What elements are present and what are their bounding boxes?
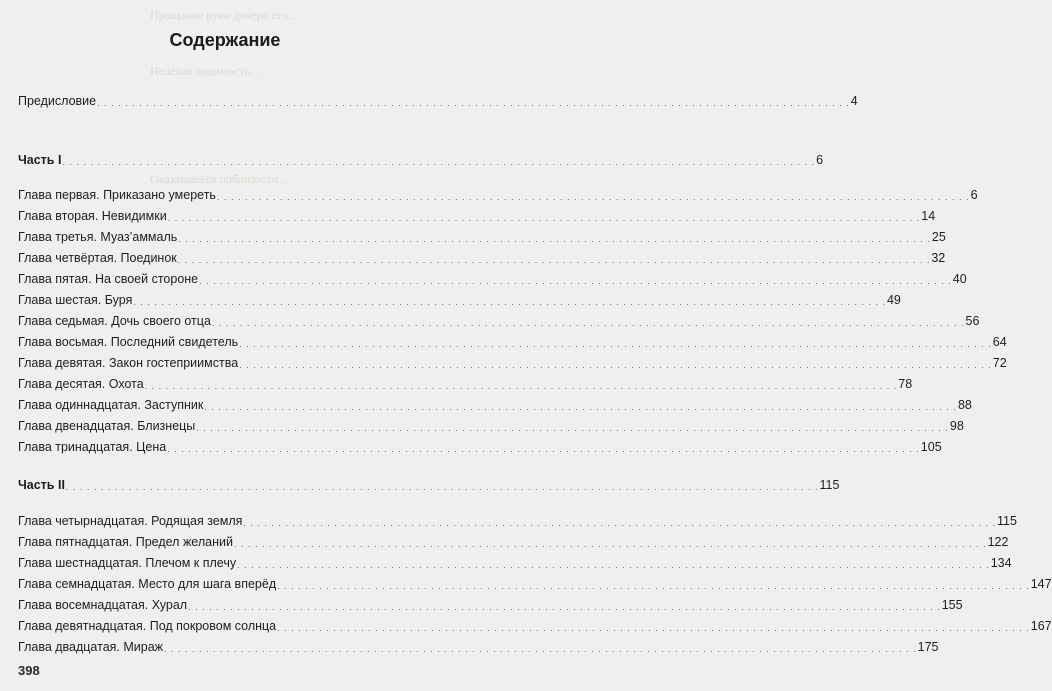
toc-entry-chapter (18, 332, 1007, 350)
toc-entry-label: Глава четвёртая. Поединок (18, 251, 177, 265)
toc-entry-page: 32 (931, 251, 946, 265)
toc-entry-page: 56 (965, 314, 980, 328)
toc-entry-chapter (18, 437, 942, 455)
toc-entry-page: 155 (941, 598, 963, 612)
dot-leader: . . . . . . . . . . . . . . . . . . . . . . . . . . . . . . . . . . . . . . . . . . . . . . . . . . . . . . . . . . . . . . . . . . . . . . . . . . . . . . . . . . . . . . . . . . . . . . . . . . . . . . . . . . . . (216, 192, 970, 202)
toc-entry-label: Глава шестнадцатая. Плечом к плечу (18, 556, 237, 570)
toc-entry-chapter (18, 353, 1007, 371)
toc-entry-label: Глава семнадцатая. Место для шага вперёд (18, 577, 277, 591)
toc-entry-label: Глава тринадцатая. Цена (18, 440, 167, 454)
dot-leader: . . . . . . . . . . . . . . . . . . . . . . . . . . . . . . . . . . . . . . . . . . . . . . . . . . . . . . . . . . . . . . . . . . . . . . . . . . . . . . . . . . . . . . . . . . . . . . . . . . . . . . . . . . . . (167, 213, 921, 223)
toc-entry-label: Глава седьмая. Дочь своего отца (18, 314, 211, 328)
show-through-text: Нелепая видимость… (150, 64, 263, 78)
toc-entry-page: 167 (1030, 619, 1052, 633)
page-title: Содержание (169, 30, 281, 50)
toc-entry-chapter (18, 637, 939, 655)
toc-entry-chapter (18, 185, 978, 203)
dot-leader: . . . . . . . . . . . . . . . . . . . . . . . . . . . . . . . . . . . . . . . . . . . . . . . . . . . . . . . . . . . . . . . . . . . . . . . . . . . . . . . . . . . . . . . . . . . . . . . . . . . . . . . . . . . . (277, 623, 1030, 633)
dot-leader: . . . . . . . . . . . . . . . . . . . . . . . . . . . . . . . . . . . . . . . . . . . . . . . . . . . . . . . . . . . . . . . . . . . . . . . . . . . . . . . . . . . . . . . . . . . . . . . . . . . . . . . . . . . . (233, 539, 987, 549)
toc-entry-chapter (18, 574, 1052, 592)
toc-entry-page: 64 (992, 335, 1007, 349)
toc-entry-page: 147 (1030, 577, 1052, 591)
toc-entry-page: 115 (997, 514, 1017, 528)
toc-entry-chapter (18, 616, 1052, 634)
toc-entry-page: 115 (819, 478, 840, 492)
show-through-text: Оказавшееся поблизости… (150, 172, 291, 186)
dot-leader: . . . . . . . . . . . . . . . . . . . . . . . . . . . . . . . . . . . . . . . . . . . . . . . . . . . . . . . . . . . . . . . . . . . . . . . . . . . . . . . . . . . . . . . . . . . . . . . . . . . . . . . . . . . . (277, 581, 1030, 591)
toc-entry-chapter (18, 206, 936, 224)
dot-leader: . . . . . . . . . . . . . . . . . . . . . . . . . . . . . . . . . . . . . . . . . . . . . . . . . . . . . . . . . . . . . . . . . . . . . . . . . . . . . . . . . . . . . . . . . . . . . . . . . . . . . . . . . . . . (204, 402, 957, 412)
toc-entry-label: Глава первая. Приказано умереть (18, 188, 216, 202)
toc-entry-page: 88 (957, 398, 972, 412)
dot-leader: . . . . . . . . . . . . . . . . . . . . . . . . . . . . . . . . . . . . . . . . . . . . . . . . . . . . . . . . . . . . . . . . . . . . . . . . . . . . . . . . . . . . . . . . . . . . . . . . . . . . . . . . . . . . (97, 98, 850, 108)
toc-entry-chapter (18, 553, 1012, 571)
toc-entry-page: 122 (987, 535, 1009, 549)
toc-entry-chapter (18, 311, 980, 329)
dot-leader: . . . . . . . . . . . . . . . . . . . . . . . . . . . . . . . . . . . . . . . . . . . . . . . . . . . . . . . . . . . . . . . . . . . . . . . . . . . . . . . . . . . . . . . . . . . . . . . . . . . . . . . . . . . . (167, 444, 920, 454)
toc-entry-label: Глава двадцатая. Мираж (18, 640, 164, 654)
toc-entry-page: 4 (850, 94, 858, 108)
toc-entry-page: 25 (931, 230, 946, 244)
toc-entry-preface (18, 91, 858, 109)
dot-leader: . . . . . . . . . . . . . . . . . . . . . . . . . . . . . . . . . . . . . . . . . . . . . . . . . . . . . . . . . . . . . . . . . . . . . . . . . . . . . . . . . . . . . . . . . . . . . . . . . . . . . . . . . . . . (164, 644, 917, 654)
toc-entry-chapter (18, 532, 1009, 550)
toc-entry-page: 98 (949, 419, 964, 433)
page-number: 398 (18, 663, 40, 678)
toc-entry-label: Глава восьмая. Последний свидетель (18, 335, 239, 349)
toc-entry-page: 78 (898, 377, 913, 391)
toc-entry-label: Глава шестая. Буря (18, 293, 133, 307)
toc-entry-chapter (18, 595, 963, 613)
dot-leader: . . . . . . . . . . . . . . . . . . . . . . . . . . . . . . . . . . . . . . . . . . . . . . . . . . . . . . . . . . . . . . . . . . . . . . . . . . . . . . . . . . . . . . . . . . . . . . . . . . . . . . . . . . . . (65, 482, 819, 492)
toc-entry-label: Часть I (18, 153, 62, 167)
toc-entry-label: Глава пятнадцатая. Предел желаний (18, 535, 233, 549)
toc-entry-label: Глава третья. Муаз’аммаль (18, 230, 178, 244)
toc-entry-part-1 (18, 150, 824, 168)
toc-entry-page: 105 (920, 440, 942, 454)
toc-entry-chapter (18, 290, 901, 308)
show-through-text: Прощание руки дочери его… (150, 8, 301, 22)
dot-leader: . . . . . . . . . . . . . . . . . . . . . . . . . . . . . . . . . . . . . . . . . . . . . . . . . . . . . . . . . . . . . . . . . . . . . . . . . . . . . . . . . . . . . . . . . . . . . . . . . . . . . . . . . . . . (188, 602, 941, 612)
toc-entry-label: Глава десятая. Охота (18, 377, 144, 391)
toc-entry-label: Часть II (18, 478, 65, 492)
toc-entry-page: 49 (886, 293, 901, 307)
dot-leader: . . . . . . . . . . . . . . . . . . . . . . . . . . . . . . . . . . . . . . . . . . . . . . . . . . . . . . . . . . . . . . . . . . . . . . . . . . . . . . . . . . . . . . . . . . . . . . . . . . . . . . . . . . . . (196, 423, 949, 433)
dot-leader: . . . . . . . . . . . . . . . . . . . . . . . . . . . . . . . . . . . . . . . . . . . . . . . . . . . . . . . . . . . . . . . . . . . . . . . . . . . . . . . . . . . . . . . . . . . . . . . . . . . . . . . . . . . . (237, 560, 990, 570)
toc-entry-label: Глава вторая. Невидимки (18, 209, 167, 223)
toc-entry-label: Глава девятая. Закон гостеприимства (18, 356, 239, 370)
toc-entry-label: Глава одиннадцатая. Заступник (18, 398, 204, 412)
dot-leader: . . . . . . . . . . . . . . . . . . . . . . . . . . . . . . . . . . . . . . . . . . . . . . . . . . . . . . . . . . . . . . . . . . . . . . . . . . . . . . . . . . . . . . . . . . . . . . . . . . . . . . . . . . . . (62, 157, 816, 167)
dot-leader: . . . . . . . . . . . . . . . . . . . . . . . . . . . . . . . . . . . . . . . . . . . . . . . . . . . . . . . . . . . . . . . . . . . . . . . . . . . . . . . . . . . . . . . . . . . . . . . . . . . . . . . . . . . . (199, 276, 952, 286)
toc-entry-label: Глава девятнадцатая. Под покровом солнца (18, 619, 277, 633)
toc-entry-part-2 (18, 475, 840, 493)
toc-entry-chapter (18, 374, 913, 392)
toc-entry-chapter (18, 511, 1017, 529)
toc-entry-chapter (18, 395, 972, 413)
toc-entry-chapter (18, 269, 967, 287)
toc-entry-page: 72 (992, 356, 1007, 370)
toc-entry-chapter (18, 248, 946, 266)
toc-entry-label: Предисловие (18, 94, 97, 108)
dot-leader: . . . . . . . . . . . . . . . . . . . . . . . . . . . . . . . . . . . . . . . . . . . . . . . . . . . . . . . . . . . . . . . . . . . . . . . . . . . . . . . . . . . . . . . . . . . . . . . . . . . . . . . . . . . . (178, 234, 931, 244)
toc-entry-chapter (18, 416, 964, 434)
toc-entry-label: Глава восемнадцатая. Хурал (18, 598, 188, 612)
dot-leader: . . . . . . . . . . . . . . . . . . . . . . . . . . . . . . . . . . . . . . . . . . . . . . . . . . . . . . . . . . . . . . . . . . . . . . . . . . . . . . . . . . . . . . . . . . . . . . . . . . . . . . . . . . . . (239, 360, 992, 370)
toc-entry-label: Глава пятая. На своей стороне (18, 272, 199, 286)
dot-leader: . . . . . . . . . . . . . . . . . . . . . . . . . . . . . . . . . . . . . . . . . . . . . . . . . . . . . . . . . . . . . . . . . . . . . . . . . . . . . . . . . . . . . . . . . . . . . . . . . . . . . . . . . . . . (239, 339, 992, 349)
dot-leader: . . . . . . . . . . . . . . . . . . . . . . . . . . . . . . . . . . . . . . . . . . . . . . . . . . . . . . . . . . . . . . . . . . . . . . . . . . . . . . . . . . . . . . . . . . . . . . . . . . . . . . . . . . . . (243, 518, 996, 528)
toc-entry-label: Глава двенадцатая. Близнецы (18, 419, 196, 433)
toc-entry-page: 175 (917, 640, 939, 654)
dot-leader: . . . . . . . . . . . . . . . . . . . . . . . . . . . . . . . . . . . . . . . . . . . . . . . . . . . . . . . . . . . . . . . . . . . . . . . . . . . . . . . . . . . . . . . . . . . . . . . . . . . . . . . . . . . . (133, 297, 886, 307)
toc-entry-page: 40 (952, 272, 967, 286)
toc-entry-page: 6 (970, 188, 978, 202)
toc-entry-page: 6 (816, 153, 824, 167)
dot-leader: . . . . . . . . . . . . . . . . . . . . . . . . . . . . . . . . . . . . . . . . . . . . . . . . . . . . . . . . . . . . . . . . . . . . . . . . . . . . . . . . . . . . . . . . . . . . . . . . . . . . . . . . . . . . (177, 255, 931, 265)
dot-leader: . . . . . . . . . . . . . . . . . . . . . . . . . . . . . . . . . . . . . . . . . . . . . . . . . . . . . . . . . . . . . . . . . . . . . . . . . . . . . . . . . . . . . . . . . . . . . . . . . . . . . . . . . . . . (211, 318, 965, 328)
toc-entry-page: 134 (990, 556, 1012, 570)
toc-entry-chapter (18, 227, 946, 245)
toc-entry-label: Глава четырнадцатая. Родящая земля (18, 514, 243, 528)
dot-leader: . . . . . . . . . . . . . . . . . . . . . . . . . . . . . . . . . . . . . . . . . . . . . . . . . . . . . . . . . . . . . . . . . . . . . . . . . . . . . . . . . . . . . . . . . . . . . . . . . . . . . . . . . . . . (144, 381, 898, 391)
toc-entry-page: 14 (921, 209, 936, 223)
